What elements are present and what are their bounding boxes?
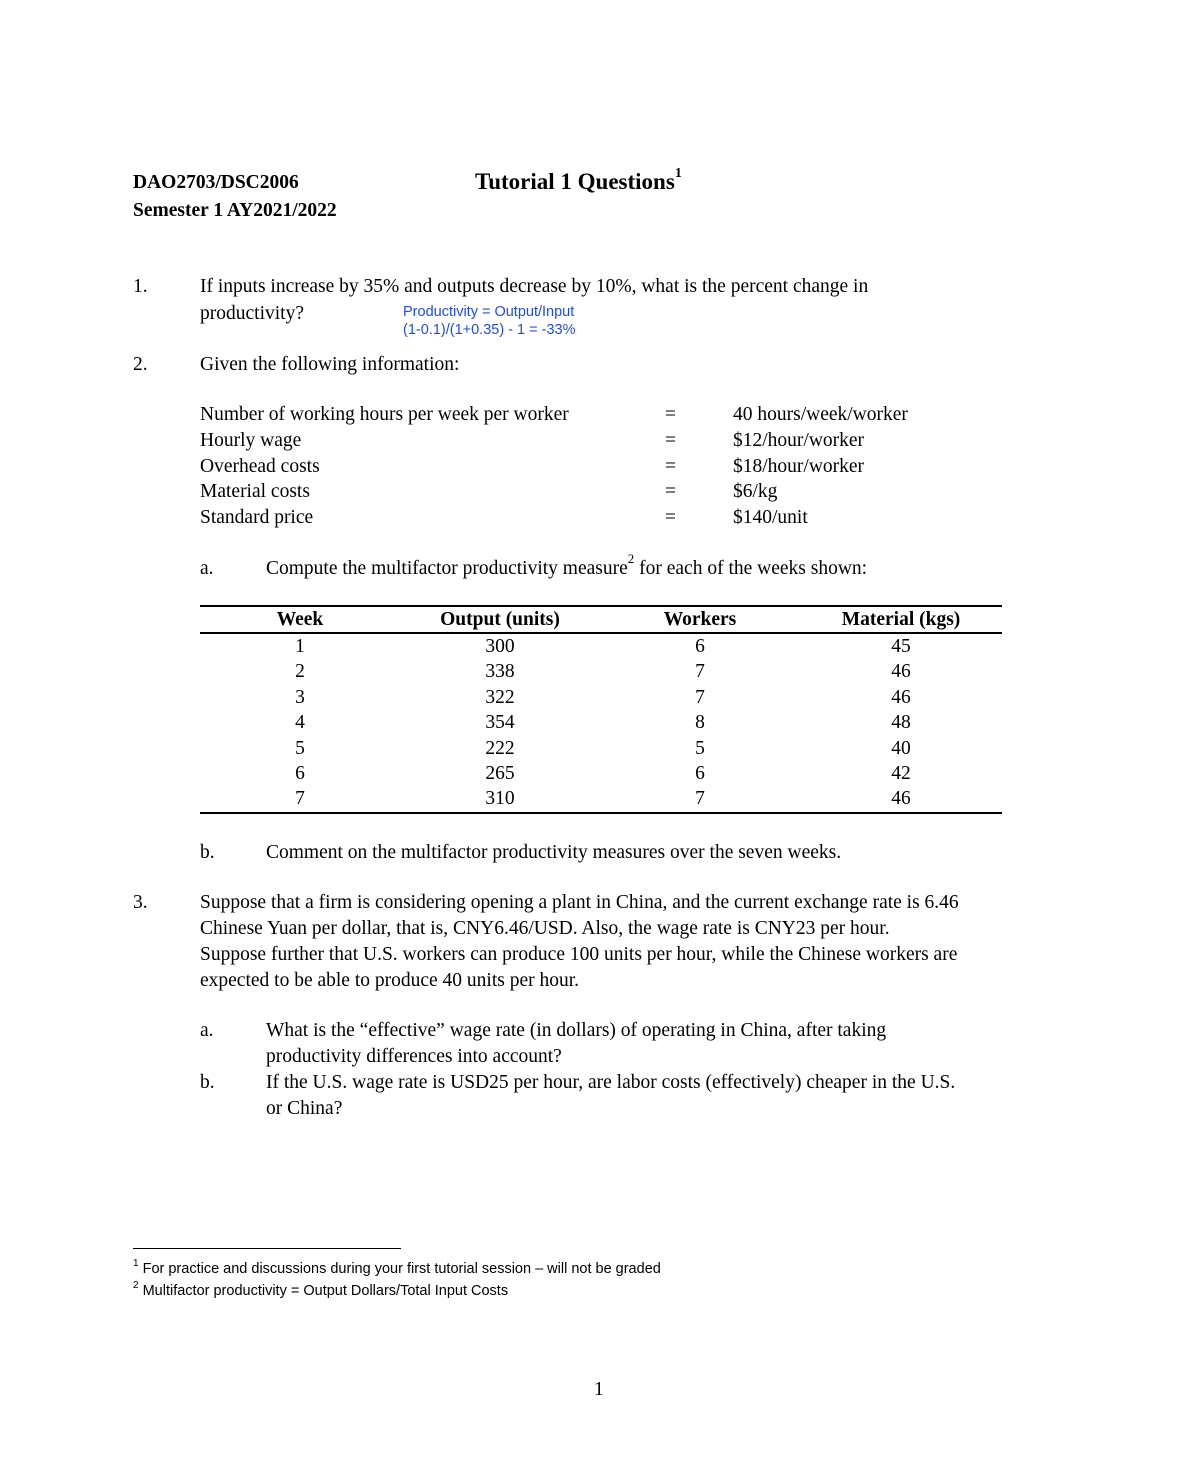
info-value: 40 hours/week/worker [733, 404, 908, 425]
question-2a-text-start: Compute the multifactor productivity measure [266, 558, 628, 579]
footnote-1-mark: 1 [133, 1258, 139, 1269]
table-header-row [200, 606, 1002, 633]
info-label: Hourly wage [200, 430, 302, 451]
table-row [200, 786, 1002, 812]
cell-material: 46 [891, 686, 911, 708]
info-row [200, 402, 960, 428]
cell-output: 265 [485, 763, 515, 785]
cell-output: 354 [485, 712, 515, 734]
cell-week: 2 [295, 661, 305, 683]
info-equals: = [665, 507, 676, 528]
cell-workers: 6 [695, 763, 705, 785]
question-2-number: 2. [133, 354, 148, 375]
cell-week: 6 [295, 763, 305, 785]
cell-material: 42 [891, 763, 911, 785]
question-3-number: 3. [133, 892, 148, 913]
info-value: $6/kg [733, 481, 778, 502]
info-row [200, 505, 960, 531]
cell-material: 46 [891, 661, 911, 683]
footnote-separator [133, 1248, 401, 1249]
cell-workers: 5 [695, 737, 705, 759]
cell-workers: 7 [695, 686, 705, 708]
question-2a-text [266, 551, 868, 582]
column-header-week: Week [200, 606, 400, 633]
info-value: $140/unit [733, 507, 808, 528]
column-header-material: Material (kgs) [800, 606, 1002, 633]
footnote-2-mark: 2 [627, 551, 635, 566]
info-label: Overhead costs [200, 456, 320, 477]
column-header-output: Output (units) [400, 606, 600, 633]
question-3b-line-1: If the U.S. wage rate is USD25 per hour, are labor costs (effectively) cheaper in the U.S. [266, 1072, 956, 1093]
info-row [200, 479, 960, 505]
info-row [200, 428, 960, 454]
page-title [475, 166, 682, 195]
info-value: $12/hour/worker [733, 430, 865, 451]
question-3-line-4: expected to be able to produce 40 units per hour. [200, 970, 580, 991]
question-2a-text-end: for each of the weeks shown: [634, 558, 868, 579]
question-3b-line-2: or China? [266, 1098, 343, 1119]
cell-material: 48 [891, 712, 911, 734]
cell-output: 322 [485, 686, 515, 708]
question-2-intro: Given the following information: [200, 354, 460, 375]
question-3-line-1: Suppose that a firm is considering opening a plant in China, and the current exchange rate is 6.46 [200, 892, 959, 913]
question-1-line-2: productivity? [200, 303, 304, 324]
cell-output: 222 [485, 737, 515, 759]
cell-week: 1 [295, 636, 305, 657]
question-2a-letter: a. [200, 558, 214, 579]
table-row [200, 685, 1002, 710]
question-3a-letter: a. [200, 1020, 214, 1041]
cell-week: 4 [295, 712, 305, 734]
question-3a-line-1: What is the “effective” wage rate (in dollars) of operating in China, after taking [266, 1020, 887, 1041]
question-2b-letter: b. [200, 842, 215, 863]
cell-week: 3 [295, 686, 305, 708]
info-equals: = [665, 430, 676, 451]
info-label: Material costs [200, 481, 310, 502]
semester-label: Semester 1 AY2021/2022 [133, 200, 337, 221]
cell-output: 310 [400, 786, 600, 812]
question-3b-letter: b. [200, 1072, 215, 1093]
info-equals: = [665, 481, 676, 502]
course-code: DAO2703/DSC2006 [133, 172, 299, 193]
question-1-line-1: If inputs increase by 35% and outputs decrease by 10%, what is the percent change in [200, 276, 869, 297]
table-row [200, 710, 1002, 735]
info-equals: = [665, 456, 676, 477]
cell-workers: 7 [600, 786, 800, 812]
weekly-data-table [200, 605, 1002, 814]
info-equals: = [665, 404, 676, 425]
cell-week: 7 [200, 786, 400, 812]
info-value: $18/hour/worker [733, 456, 865, 477]
table-row [200, 633, 1002, 659]
footnote-2-mark-bottom: 2 [133, 1280, 139, 1291]
footnote-1-text: For practice and discussions during your first tutorial session – will not be graded [138, 1261, 661, 1277]
cell-material: 45 [891, 636, 911, 657]
cell-workers: 8 [695, 712, 705, 734]
handwritten-annotation-line-1: Productivity = Output/Input [403, 304, 575, 320]
cell-workers: 7 [695, 661, 705, 683]
question-2b-text: Comment on the multifactor productivity measures over the seven weeks. [266, 842, 842, 863]
footnote-2-text: Multifactor productivity = Output Dollars/Total Input Costs [138, 1283, 509, 1299]
cell-workers: 6 [695, 636, 705, 657]
info-label: Number of working hours per week per worker [200, 404, 569, 425]
info-label: Standard price [200, 507, 314, 528]
footnote-1 [133, 1259, 661, 1279]
question-3-line-2: Chinese Yuan per dollar, that is, CNY6.46/USD. Also, the wage rate is CNY23 per hour. [200, 918, 890, 939]
page-number: 1 [594, 1379, 604, 1400]
cell-week: 5 [295, 737, 305, 759]
cell-material: 40 [891, 737, 911, 759]
question-3a-line-2: productivity differences into account? [266, 1046, 562, 1067]
handwritten-annotation-line-2: (1-0.1)/(1+0.35) - 1 = -33% [403, 322, 576, 338]
cell-output: 338 [485, 661, 515, 683]
table-row [200, 736, 1002, 761]
footnote-2 [133, 1281, 508, 1301]
cell-output: 300 [485, 636, 515, 657]
cell-material: 46 [800, 786, 1002, 812]
info-row [200, 454, 960, 480]
column-header-workers: Workers [600, 606, 800, 633]
page-title-text: Tutorial 1 Questions [475, 169, 675, 194]
table-row [200, 659, 1002, 684]
question-3-line-3: Suppose further that U.S. workers can produce 100 units per hour, while the Chinese workers are [200, 944, 958, 965]
table-row [200, 761, 1002, 786]
question-1-number: 1. [133, 276, 148, 297]
title-footnote-mark: 1 [674, 166, 682, 181]
